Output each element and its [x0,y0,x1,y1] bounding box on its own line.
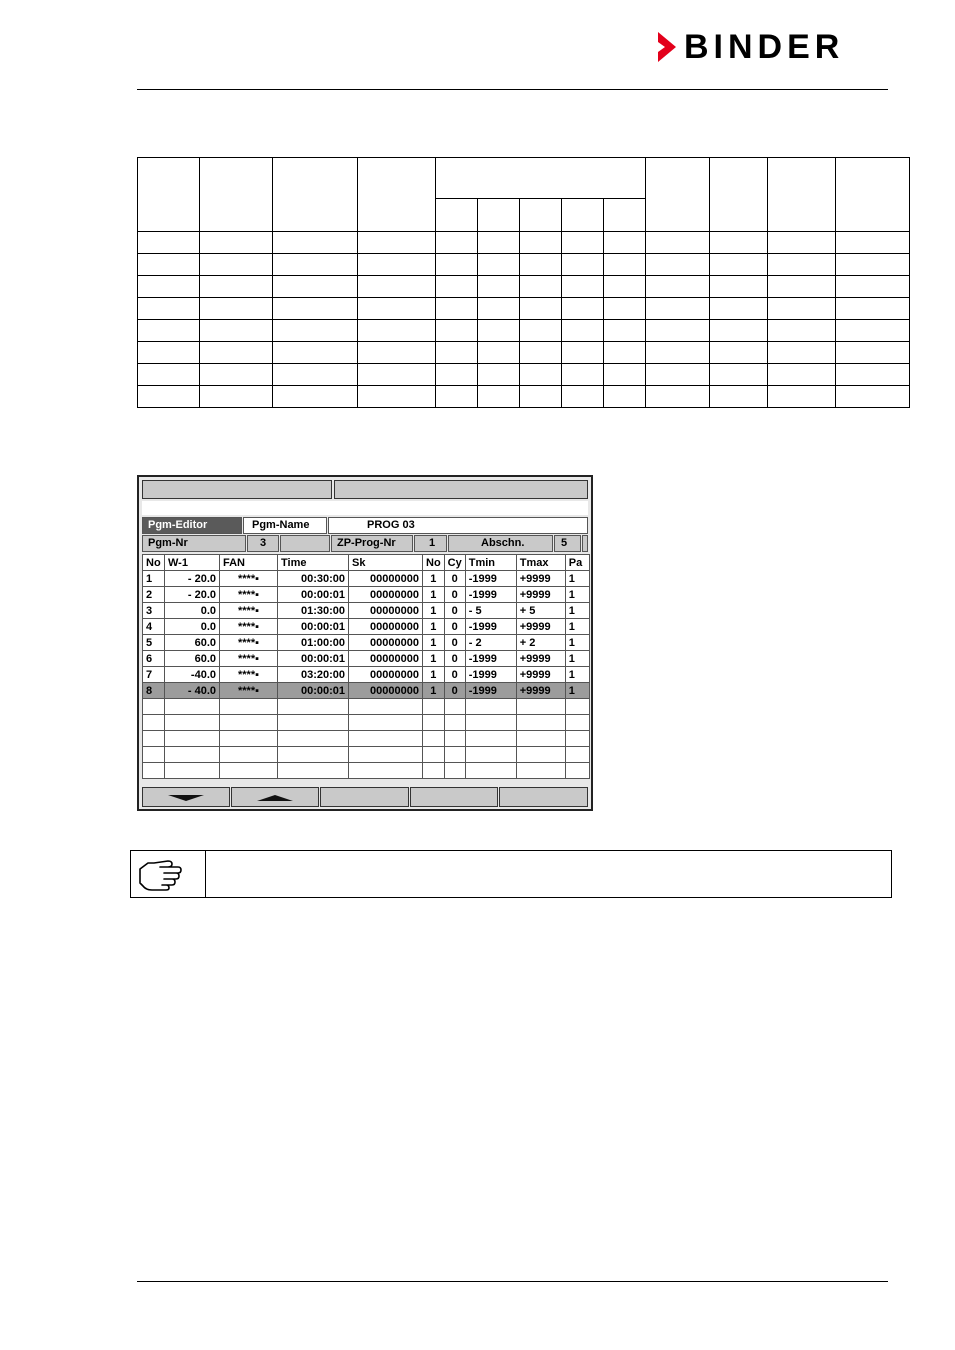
cell-sk[interactable]: 00000000 [349,651,423,667]
cell-fan[interactable]: ****▪ [220,667,278,683]
cell-no: 3 [143,603,165,619]
binder-logo [656,30,888,64]
cell-fan[interactable]: ****▪ [220,619,278,635]
footer-divider [137,1281,888,1282]
screen-topbar-right[interactable] [334,480,588,499]
empty-row[interactable] [143,747,590,763]
cell-no: 1 [143,571,165,587]
cell-no: 4 [143,619,165,635]
cell-cy[interactable]: 0 [444,667,465,683]
header-divider [137,89,888,90]
program-segments-table [142,554,590,779]
cell-tmin[interactable]: - 5 [465,603,516,619]
cell-tmax[interactable]: +9999 [516,619,565,635]
cell-fan[interactable]: ****▪ [220,587,278,603]
cell-w1[interactable]: 0.0 [165,619,220,635]
cell-tmax[interactable]: + 2 [516,635,565,651]
brand-name: BINDER [684,28,845,66]
scroll-down-button[interactable] [142,787,230,807]
table-row-selected[interactable] [143,683,590,699]
cell-sk[interactable]: 00000000 [349,571,423,587]
empty-row[interactable] [143,763,590,779]
binder-logo-icon [656,30,680,64]
cell-w1[interactable]: 60.0 [165,651,220,667]
table-header-row [143,555,590,571]
cell-tmax[interactable]: + 5 [516,603,565,619]
empty-row[interactable] [143,699,590,715]
col-header-tmax: Tmax [516,555,565,571]
cell-time[interactable]: 00:00:01 [278,619,349,635]
col-header-no2: No [423,555,445,571]
cell-sk[interactable]: 00000000 [349,619,423,635]
cell-no2[interactable]: 1 [423,651,445,667]
cell-pa[interactable]: 1 [565,667,589,683]
cell-cy[interactable]: 0 [444,571,465,587]
pgm-editor-label: Pgm-Editor [142,517,242,534]
col-header-cy: Cy [444,555,465,571]
col-header-pa: Pa [565,555,589,571]
pgm-nr-label: Pgm-Nr [142,535,246,552]
cell-fan[interactable]: ****▪ [220,635,278,651]
abschn-label: Abschn. [448,535,553,552]
cell-no2[interactable]: 1 [423,683,445,699]
cell-sk[interactable]: 00000000 [349,635,423,651]
cell-pa[interactable]: 1 [565,651,589,667]
table-row[interactable] [143,587,590,603]
cell-pa[interactable]: 1 [565,587,589,603]
cell-sk[interactable]: 00000000 [349,603,423,619]
cell-fan[interactable]: ****▪ [220,683,278,699]
program-table-template [137,157,910,408]
program-editor-screen [137,475,593,811]
table-row[interactable] [143,571,590,587]
cell-sk[interactable]: 00000000 [349,683,423,699]
cell-no: 8 [143,683,165,699]
cell-tmin[interactable]: -1999 [465,667,516,683]
zp-prog-nr-value[interactable]: 1 [414,535,447,552]
col-header-sk: Sk [349,555,423,571]
cell-tmin[interactable]: - 2 [465,635,516,651]
cell-w1[interactable]: 60.0 [165,635,220,651]
cell-pa[interactable]: 1 [565,635,589,651]
note-box [130,850,892,898]
cell-no2[interactable]: 1 [423,571,445,587]
cell-no2[interactable]: 1 [423,603,445,619]
col-header-time: Time [278,555,349,571]
cell-time[interactable]: 01:30:00 [278,603,349,619]
table-row[interactable] [143,619,590,635]
cell-no2[interactable]: 1 [423,635,445,651]
cell-no: 6 [143,651,165,667]
table-row[interactable] [143,651,590,667]
cell-tmax[interactable]: +9999 [516,667,565,683]
cell-time[interactable]: 01:00:00 [278,635,349,651]
cell-fan[interactable]: ****▪ [220,571,278,587]
screen-blank-strip [142,501,588,515]
cell-time[interactable]: 00:00:01 [278,651,349,667]
cell-w1[interactable]: 0.0 [165,603,220,619]
cell-time[interactable]: 00:00:01 [278,683,349,699]
cell-tmin[interactable]: -1999 [465,619,516,635]
screen-button-bar [142,787,588,807]
softkey-4-button[interactable] [410,787,498,807]
col-header-w1: W-1 [165,555,220,571]
cell-cy[interactable]: 0 [444,683,465,699]
cell-sk[interactable]: 00000000 [349,587,423,603]
cell-w1[interactable]: - 40.0 [165,683,220,699]
cell-no: 2 [143,587,165,603]
cell-tmax[interactable]: +9999 [516,651,565,667]
cell-time[interactable]: 00:00:01 [278,587,349,603]
cell-time[interactable]: 00:30:00 [278,571,349,587]
table-row[interactable] [143,635,590,651]
cell-cy[interactable]: 0 [444,603,465,619]
cell-time[interactable]: 03:20:00 [278,667,349,683]
pgm-name-field[interactable]: PROG 03 [328,517,588,534]
cell-w1[interactable]: -40.0 [165,667,220,683]
cell-cy[interactable]: 0 [444,619,465,635]
cell-no2[interactable]: 1 [423,587,445,603]
scroll-up-button[interactable] [231,787,319,807]
cell-fan[interactable]: ****▪ [220,651,278,667]
pgm-nr-value[interactable]: 3 [247,535,279,552]
cell-tmax[interactable]: +9999 [516,587,565,603]
screen-topbar-left[interactable] [142,480,332,499]
cell-fan[interactable]: ****▪ [220,603,278,619]
cell-tmin[interactable]: -1999 [465,571,516,587]
arrow-up-icon [257,795,293,801]
col-header-fan: FAN [220,555,278,571]
cell-no2[interactable]: 1 [423,619,445,635]
cell-pa[interactable]: 1 [565,603,589,619]
abschn-value[interactable]: 5 [554,535,581,552]
cell-sk[interactable]: 00000000 [349,667,423,683]
pointing-hand-icon [138,855,182,893]
cell-w1[interactable]: - 20.0 [165,587,220,603]
cell-pa[interactable]: 1 [565,571,589,587]
cell-no: 7 [143,667,165,683]
cell-tmax[interactable]: +9999 [516,683,565,699]
cell-cy[interactable]: 0 [444,587,465,603]
arrow-down-icon [168,795,204,801]
cell-no: 5 [143,635,165,651]
cell-pa[interactable]: 1 [565,619,589,635]
abschn-blank [582,535,588,552]
note-divider [205,851,206,897]
table-row[interactable] [143,667,590,683]
cell-pa[interactable]: 1 [565,683,589,699]
empty-row[interactable] [143,731,590,747]
cell-tmax[interactable]: +9999 [516,571,565,587]
col-header-no: No [143,555,165,571]
cell-tmin[interactable]: -1999 [465,651,516,667]
cell-w1[interactable]: - 20.0 [165,571,220,587]
empty-row[interactable] [143,715,590,731]
cell-cy[interactable]: 0 [444,651,465,667]
pgm-name-label: Pgm-Name [243,517,327,534]
table-row[interactable] [143,603,590,619]
pgm-nr-blank [280,535,330,552]
cell-no2[interactable]: 1 [423,667,445,683]
zp-prog-nr-label: ZP-Prog-Nr [331,535,413,552]
cell-tmin[interactable]: -1999 [465,683,516,699]
col-header-tmin: Tmin [465,555,516,571]
softkey-5-button[interactable] [499,787,588,807]
cell-tmin[interactable]: -1999 [465,587,516,603]
softkey-3-button[interactable] [320,787,409,807]
cell-cy[interactable]: 0 [444,635,465,651]
